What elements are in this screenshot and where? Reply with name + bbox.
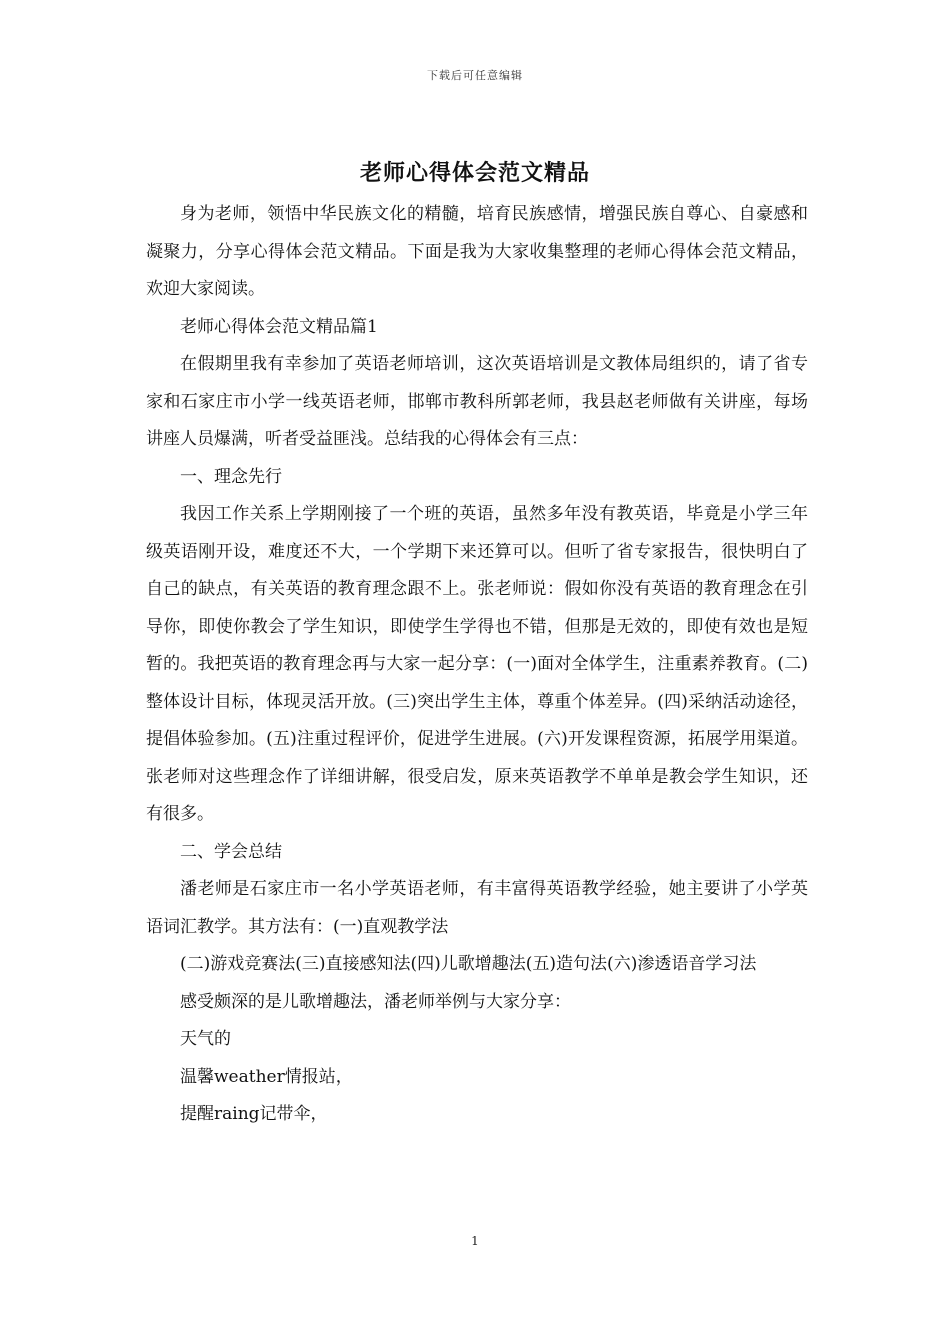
document-title: 老师心得体会范文精品 xyxy=(359,160,590,186)
rhyme-line-3: 提醒raing记带伞， xyxy=(180,1104,328,1124)
paragraph-concept: 我因工作关系上学期刚接了一个班的英语，虽然多年没有教英语，毕竟是小学三年级英语刚开设，难度还不大，一个学期下来还算可以。但听了省专家报告，很快明白了自己的缺点，有关英语的教育理念跟不上。张老师说：假如你没有英语的教育理念在引导你，即使你教会了学生知识，即使学生学得也不错，但那是无效的，即使有效也是短暂的。我把英语的教育理念再与大家一起分享：(一)面对全体学生，注重素养教育。(二)整体设计目标，体现灵活开放。(三)突出学生主体，尊重个体差异。(四)采纳活动途径，提倡体验参加。(五)注重过程评价，促进学生进展。(六)开发课程资源，拓展学用渠道。张老师对这些理念作了详细讲解，很受启发，原来英语教学不单单是教会学生知识，还有很多。 xyxy=(146,504,808,824)
paragraph-teacher-pan: 潘老师是石家庄市一名小学英语老师，有丰富得英语教学经验，她主要讲了小学英语词汇教学。其方法有：(一)直观教学法 xyxy=(146,879,808,937)
section-heading-article-1: 老师心得体会范文精品篇1 xyxy=(180,316,378,337)
paragraph-training: 在假期里我有幸参加了英语老师培训，这次英语培训是文教体局组织的，请了省专家和石家庄市小学一线英语老师，邯郸市教科所郭老师，我县赵老师做有关讲座，每场讲座人员爆满，听者受益匪浅。总结我的心得体会有三点： xyxy=(146,354,808,449)
paragraph-intro: 身为老师，领悟中华民族文化的精髓，培育民族感情，增强民族自尊心、自豪感和凝聚力，分享心得体会范文精品。下面是我为大家收集整理的老师心得体会范文精品，欢迎大家阅读。 xyxy=(146,204,808,299)
section-heading-summary: 二、学会总结 xyxy=(180,841,282,862)
rhyme-line-2: 温馨weather情报站， xyxy=(180,1066,353,1087)
paragraph-methods: (二)游戏竞赛法(三)直接感知法(四)儿歌增趣法(五)造句法(六)渗透语音学习法 xyxy=(180,954,757,974)
rhyme-line-1: 天气的 xyxy=(180,1029,231,1049)
document-body xyxy=(146,196,808,1134)
page-number: 1 xyxy=(471,1234,479,1248)
section-heading-concept: 一、理念先行 xyxy=(180,466,282,487)
paragraph-rhyme-intro: 感受颇深的是儿歌增趣法，潘老师举例与大家分享： xyxy=(180,991,571,1012)
page-header-note: 下载后可任意编辑 xyxy=(427,69,523,82)
